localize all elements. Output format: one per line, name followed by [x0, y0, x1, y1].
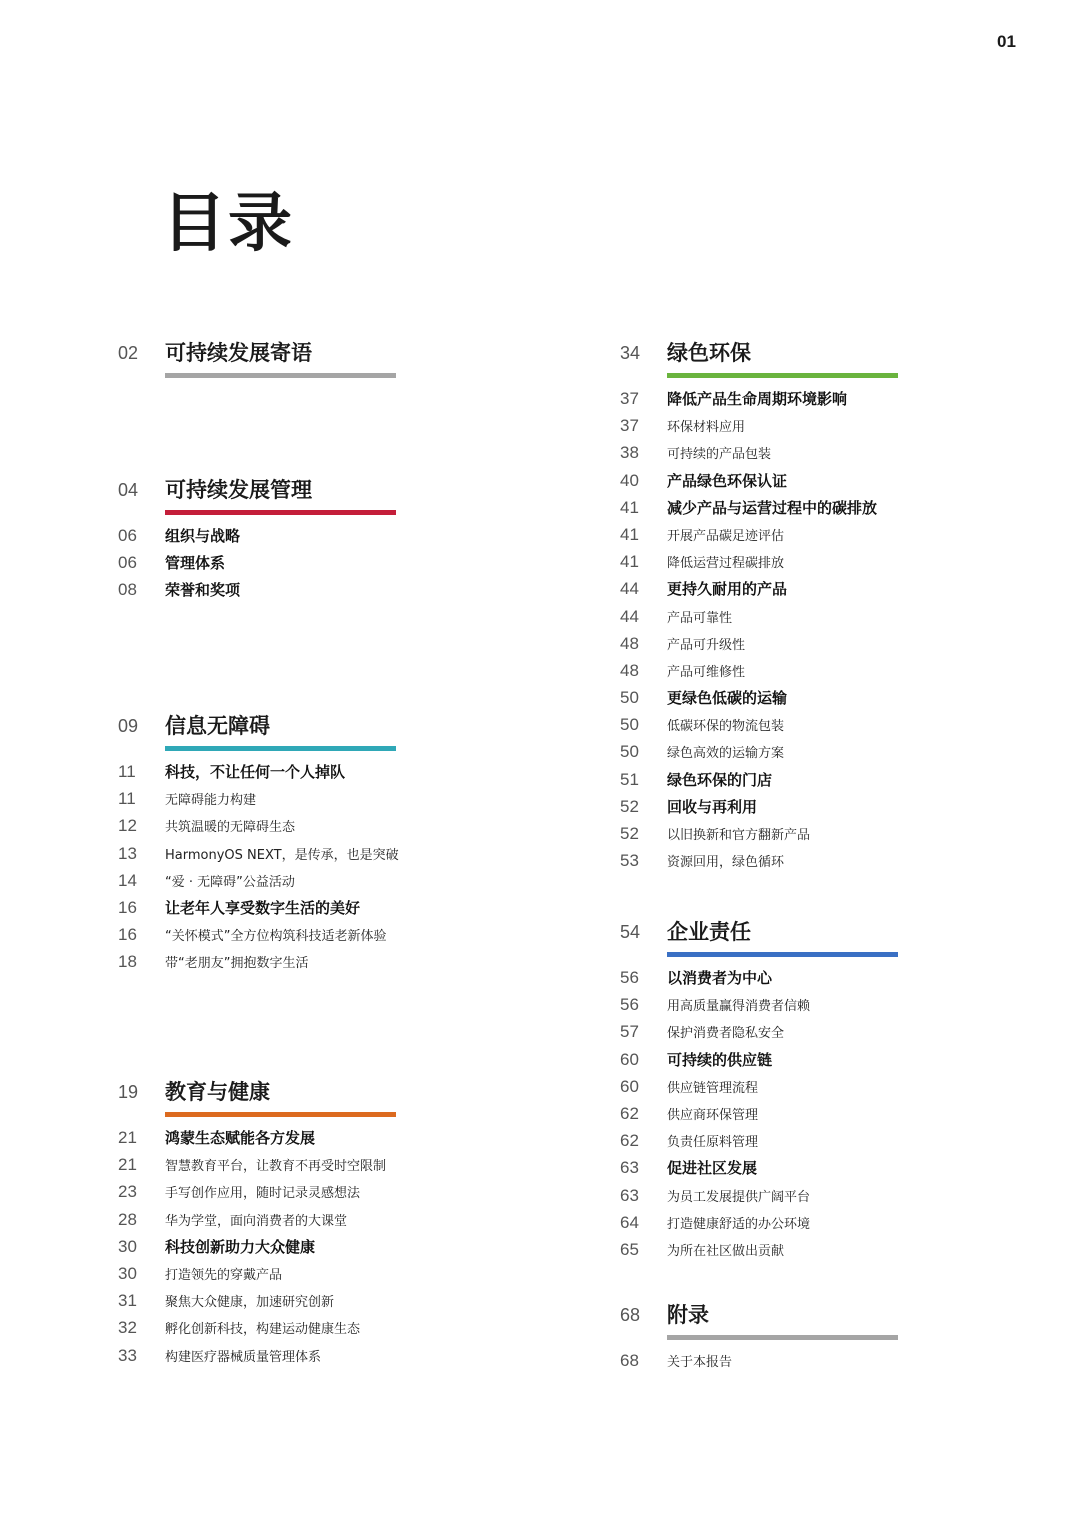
toc-item[interactable] [620, 1075, 920, 1102]
section-page-number: 68 [620, 1305, 641, 1325]
toc-section [118, 1076, 408, 1371]
item-title: 让老年人享受数字生活的美好 [165, 898, 361, 917]
item-title: 为所在社区做出贡献 [667, 1243, 785, 1259]
toc-item[interactable] [118, 896, 408, 923]
item-title: 供应商环保管理 [667, 1107, 759, 1123]
item-title: 共筑温暖的无障碍生态 [165, 820, 296, 836]
item-page-number: 16 [118, 925, 137, 945]
item-title: 打造健康舒适的办公环境 [667, 1216, 811, 1232]
item-title: 以旧换新和官方翻新产品 [667, 828, 811, 843]
section-title: 附录 [667, 1303, 709, 1327]
toc-item[interactable] [620, 632, 920, 659]
item-title: 降低运营过程碳排放 [667, 556, 785, 572]
item-title: 减少产品与运营过程中的碳排放 [667, 498, 878, 517]
toc-item[interactable] [118, 1262, 408, 1289]
toc-item[interactable] [118, 1153, 408, 1180]
section-title: 信息无障碍 [165, 714, 270, 738]
toc-item[interactable] [620, 1156, 920, 1183]
toc-item-list [620, 966, 920, 1265]
item-title: 保护消费者隐私安全 [667, 1026, 785, 1042]
item-title: 华为学堂，面向消费者的大课堂 [165, 1213, 348, 1229]
item-title: HarmonyOS NEXT，是传承，也是突破 [165, 847, 399, 863]
toc-item-list [620, 387, 920, 876]
toc-item[interactable] [620, 993, 920, 1020]
item-page-number: 11 [118, 789, 136, 809]
item-page-number: 50 [620, 688, 639, 708]
section-page-number: 19 [118, 1082, 139, 1102]
item-title: 关于本报告 [667, 1355, 733, 1370]
page-number: 01 [997, 32, 1016, 51]
toc-item[interactable] [620, 966, 920, 993]
toc-section [620, 1299, 920, 1376]
toc-item[interactable] [620, 740, 920, 767]
section-color-bar [165, 510, 396, 515]
section-color-bar [165, 746, 396, 751]
item-title: 可持续的供应链 [667, 1050, 773, 1069]
section-page-number: 54 [620, 922, 641, 942]
toc-item[interactable] [620, 441, 920, 468]
section-page-number: 09 [118, 716, 139, 736]
item-page-number: 53 [620, 851, 639, 871]
section-color-bar [165, 373, 396, 378]
section-page-number: 34 [620, 343, 641, 363]
item-page-number: 18 [118, 952, 137, 972]
toc-item[interactable] [118, 814, 408, 841]
toc-item[interactable] [620, 496, 920, 523]
item-page-number: 08 [118, 580, 137, 600]
item-page-number: 12 [118, 816, 137, 836]
item-title: 智慧教育平台，让教育不再受时空限制 [165, 1159, 387, 1175]
item-title: 环保材料应用 [667, 420, 746, 436]
toc-item[interactable] [620, 1020, 920, 1047]
page-title: 目录 [162, 187, 294, 261]
item-title: 产品可维修性 [667, 664, 746, 680]
toc-item[interactable] [118, 1316, 408, 1343]
item-page-number: 30 [118, 1263, 137, 1283]
item-title: 产品可升级性 [667, 637, 746, 653]
toc-item-list [620, 1349, 920, 1376]
item-title: 手写创作应用，随时记录灵感想法 [165, 1186, 361, 1202]
item-title: 聚焦大众健康，加速研究创新 [165, 1295, 335, 1311]
toc-section-header[interactable] [118, 474, 408, 524]
item-page-number: 11 [118, 762, 136, 781]
item-title: 管理体系 [165, 554, 226, 573]
item-title: 产品绿色环保认证 [667, 471, 788, 490]
item-page-number: 13 [118, 843, 137, 863]
toc-item[interactable] [118, 1344, 408, 1371]
item-page-number: 37 [620, 416, 639, 436]
item-page-number: 56 [620, 995, 639, 1015]
item-title: 绿色高效的运输方案 [667, 746, 785, 762]
item-page-number: 40 [620, 470, 639, 490]
item-title: 科技创新助力大众健康 [165, 1237, 316, 1256]
item-page-number: 60 [620, 1049, 639, 1069]
section-title: 可持续发展管理 [165, 478, 312, 502]
section-title: 绿色环保 [667, 341, 751, 365]
item-title: 为员工发展提供广阔平台 [667, 1189, 811, 1205]
toc-item[interactable] [620, 1048, 920, 1075]
toc-item[interactable] [118, 760, 408, 787]
item-title: 回收与再利用 [667, 797, 758, 816]
toc-item[interactable] [118, 923, 408, 950]
item-page-number: 06 [118, 526, 137, 545]
item-page-number: 48 [620, 633, 639, 653]
toc-item[interactable] [118, 578, 408, 605]
item-page-number: 51 [620, 769, 639, 789]
item-title: 用高质量赢得消费者信赖 [667, 999, 811, 1015]
item-page-number: 28 [118, 1209, 137, 1229]
toc-item[interactable] [620, 849, 920, 876]
item-page-number: 68 [620, 1351, 639, 1370]
item-title: 负责任原料管理 [667, 1135, 759, 1151]
item-page-number: 21 [118, 1155, 137, 1175]
toc-item[interactable] [620, 1211, 920, 1238]
section-color-bar [165, 1112, 396, 1117]
section-title: 教育与健康 [165, 1080, 270, 1104]
item-title: 孵化创新科技，构建运动健康生态 [165, 1322, 361, 1338]
item-title: 荣誉和奖项 [165, 581, 241, 600]
item-title: 开展产品碳足迹评估 [667, 528, 785, 544]
item-page-number: 33 [118, 1345, 137, 1365]
item-page-number: 41 [620, 552, 639, 572]
toc-item[interactable] [620, 713, 920, 740]
toc-item[interactable] [620, 822, 920, 849]
toc-section [118, 474, 408, 606]
toc-section-header[interactable] [620, 916, 920, 966]
item-page-number: 65 [620, 1239, 639, 1259]
item-page-number: 21 [118, 1128, 137, 1147]
section-color-bar [667, 373, 898, 378]
toc-section [118, 337, 408, 387]
item-title: 绿色环保的门店 [667, 770, 773, 789]
toc-item[interactable] [118, 1126, 408, 1153]
toc-item[interactable] [620, 1129, 920, 1156]
item-page-number: 50 [620, 715, 639, 735]
toc-item[interactable] [620, 1349, 920, 1376]
item-title: 科技，不让任何一个人掉队 [165, 763, 346, 781]
item-page-number: 52 [620, 796, 639, 816]
item-page-number: 57 [620, 1022, 639, 1042]
toc-item[interactable] [620, 686, 920, 713]
item-title: 鸿蒙生态赋能各方发展 [165, 1129, 316, 1147]
toc-item[interactable] [118, 524, 408, 551]
toc-section [620, 916, 920, 1265]
toc-item[interactable] [620, 1184, 920, 1211]
item-page-number: 48 [620, 660, 639, 680]
toc-section-header[interactable] [118, 337, 408, 387]
item-page-number: 50 [620, 742, 639, 762]
toc-item[interactable] [620, 414, 920, 441]
toc-section-header[interactable] [620, 1299, 920, 1349]
section-page-number: 02 [118, 343, 139, 363]
toc-item[interactable] [620, 523, 920, 550]
item-page-number: 63 [620, 1158, 639, 1178]
toc-item-list [118, 760, 408, 978]
toc-item[interactable] [620, 577, 920, 604]
item-page-number: 63 [620, 1185, 639, 1205]
toc-item[interactable] [118, 787, 408, 814]
item-page-number: 44 [620, 579, 639, 599]
toc-item[interactable] [620, 1238, 920, 1265]
item-title: 组织与战略 [165, 527, 241, 545]
section-title: 企业责任 [667, 920, 751, 944]
toc-item[interactable] [118, 551, 408, 578]
item-title: 供应链管理流程 [667, 1080, 759, 1096]
toc-item[interactable] [118, 1208, 408, 1235]
toc-item[interactable] [118, 950, 408, 977]
toc-item-list [118, 1126, 408, 1371]
item-title: 带“老朋友”拥抱数字生活 [165, 956, 309, 972]
toc-item[interactable] [118, 1235, 408, 1262]
item-page-number: 23 [118, 1182, 137, 1202]
item-page-number: 37 [620, 389, 639, 408]
item-page-number: 52 [620, 824, 639, 843]
item-page-number: 62 [620, 1131, 639, 1151]
toc-section [620, 337, 920, 876]
item-title: 促进社区发展 [667, 1159, 758, 1178]
toc-section-header[interactable] [118, 710, 408, 760]
item-title: 低碳环保的物流包装 [667, 719, 785, 735]
item-title: 构建医疗器械质量管理体系 [165, 1349, 322, 1365]
toc-section-header[interactable] [620, 337, 920, 387]
item-page-number: 44 [620, 606, 639, 626]
item-page-number: 30 [118, 1236, 137, 1256]
item-page-number: 14 [118, 870, 137, 890]
item-title: 更持久耐用的产品 [667, 580, 788, 599]
item-page-number: 31 [118, 1291, 137, 1311]
toc-item[interactable] [620, 605, 920, 632]
item-page-number: 06 [118, 553, 137, 573]
toc-item[interactable] [118, 869, 408, 896]
item-title: 资源回用，绿色循环 [667, 855, 785, 871]
section-page-number: 04 [118, 480, 139, 500]
toc-item[interactable] [620, 550, 920, 577]
item-title: 打造领先的穿戴产品 [165, 1267, 283, 1283]
item-page-number: 64 [620, 1212, 639, 1232]
toc-item[interactable] [620, 659, 920, 686]
item-title: 可持续的产品包装 [667, 447, 772, 463]
item-page-number: 41 [620, 497, 639, 517]
toc-item[interactable] [620, 795, 920, 822]
toc-item[interactable] [118, 842, 408, 869]
toc-item[interactable] [620, 469, 920, 496]
item-page-number: 60 [620, 1076, 639, 1096]
toc-item[interactable] [118, 1289, 408, 1316]
item-page-number: 32 [118, 1318, 137, 1338]
toc-item[interactable] [118, 1180, 408, 1207]
toc-section [118, 710, 408, 978]
item-page-number: 62 [620, 1103, 639, 1123]
section-color-bar [667, 1335, 898, 1340]
item-title: 以消费者为中心 [667, 969, 773, 987]
item-title: 更绿色低碳的运输 [667, 689, 788, 708]
item-title: 无障碍能力构建 [165, 793, 257, 809]
item-page-number: 56 [620, 968, 639, 987]
toc-section-header[interactable] [118, 1076, 408, 1126]
toc-item-list [118, 524, 408, 606]
toc-item[interactable] [620, 1102, 920, 1129]
item-title: 产品可靠性 [667, 610, 733, 626]
toc-item[interactable] [620, 768, 920, 795]
item-title: 降低产品生命周期环境影响 [667, 390, 848, 408]
item-title: “爱 · 无障碍”公益活动 [165, 874, 295, 890]
section-color-bar [667, 952, 898, 957]
item-page-number: 38 [620, 443, 639, 463]
section-title: 可持续发展寄语 [165, 341, 312, 365]
item-page-number: 41 [620, 524, 639, 544]
item-title: “关怀模式”全方位构筑科技适老新体验 [165, 929, 387, 945]
item-page-number: 16 [118, 897, 137, 917]
toc-item[interactable] [620, 387, 920, 414]
